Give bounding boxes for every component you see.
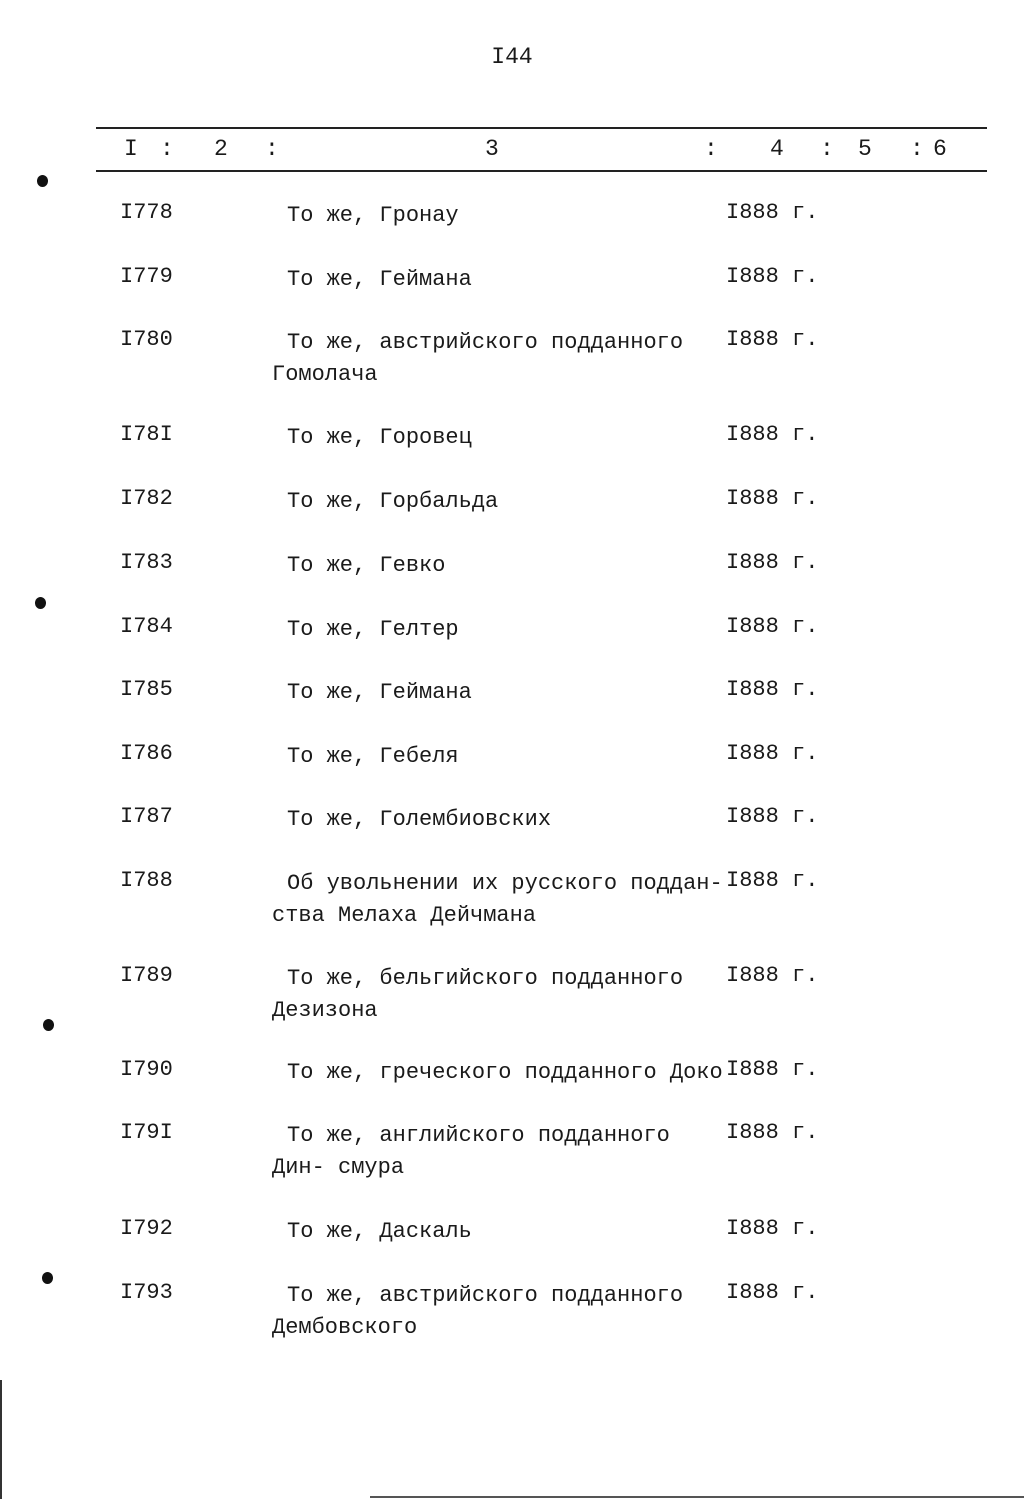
record-number: I787 xyxy=(120,804,173,829)
record-number: I789 xyxy=(120,963,173,988)
scan-edge-line xyxy=(0,1380,2,1499)
record-description: То же, Горовец xyxy=(287,425,472,450)
page-number: I44 xyxy=(491,44,533,70)
record-year: I888 г. xyxy=(726,264,819,289)
record-number: I78I xyxy=(120,422,173,447)
record-year: I888 г. xyxy=(726,1280,819,1305)
record-description: То же, Даскаль xyxy=(287,1219,472,1244)
record-description: То же, Горбальда xyxy=(287,489,499,514)
record-description: То же, английского подданного Дин- смура xyxy=(272,1123,670,1180)
record-number: I779 xyxy=(120,264,173,289)
record-year: I888 г. xyxy=(726,1120,819,1145)
record-number: I783 xyxy=(120,550,173,575)
header-separator: : xyxy=(265,136,279,162)
record-year: I888 г. xyxy=(726,741,819,766)
record-description: Об увольнении их русского поддан- ства Мелаха Дейчмана xyxy=(272,871,723,928)
header-separator: : xyxy=(820,136,834,162)
record-year: I888 г. xyxy=(726,422,819,447)
record-number: I782 xyxy=(120,486,173,511)
record-year: I888 г. xyxy=(726,868,819,893)
record-description: То же, Геймана xyxy=(287,680,472,705)
header-separator: : xyxy=(704,136,718,162)
record-description: То же, Гебеля xyxy=(287,744,459,769)
record-description: То же, Гронау xyxy=(287,203,459,228)
record-description: То же, Геймана xyxy=(287,267,472,292)
header-col-4: 4 xyxy=(770,136,784,162)
record-description: То же, Голембиовских xyxy=(287,807,552,832)
record-year: I888 г. xyxy=(726,804,819,829)
record-description: То же, австрийского подданного Дембовского xyxy=(272,1283,684,1340)
header-col-2: 2 xyxy=(214,136,228,162)
header-col-1: I xyxy=(124,136,138,162)
record-number: I788 xyxy=(120,868,173,893)
punch-hole xyxy=(37,175,48,187)
record-number: I778 xyxy=(120,200,173,225)
record-description: То же, Гелтер xyxy=(287,617,459,642)
record-year: I888 г. xyxy=(726,1057,819,1082)
record-number: I792 xyxy=(120,1216,173,1241)
record-description: То же, бельгийского подданного Дезизона xyxy=(272,966,684,1023)
header-col-5: 5 xyxy=(858,136,872,162)
record-number: I793 xyxy=(120,1280,173,1305)
record-year: I888 г. xyxy=(726,486,819,511)
record-description: То же, австрийского подданного Гомолача xyxy=(272,330,684,387)
header-bottom-rule xyxy=(96,170,987,172)
record-number: I786 xyxy=(120,741,173,766)
record-year: I888 г. xyxy=(726,614,819,639)
header-top-rule xyxy=(96,127,987,129)
record-number: I780 xyxy=(120,327,173,352)
record-year: I888 г. xyxy=(726,550,819,575)
record-number: I790 xyxy=(120,1057,173,1082)
record-description: То же, Гевко xyxy=(287,553,446,578)
punch-hole xyxy=(43,1019,54,1031)
punch-hole xyxy=(42,1272,53,1284)
record-description: То же, греческого подданного Доко xyxy=(287,1060,723,1085)
header-col-3: 3 xyxy=(485,136,499,162)
record-year: I888 г. xyxy=(726,200,819,225)
record-number: I785 xyxy=(120,677,173,702)
header-separator: : xyxy=(160,136,174,162)
header-separator: : xyxy=(910,136,924,162)
punch-hole xyxy=(35,597,46,609)
scan-bottom-line xyxy=(370,1496,1024,1498)
record-year: I888 г. xyxy=(726,963,819,988)
header-col-6: 6 xyxy=(933,136,947,162)
record-year: I888 г. xyxy=(726,1216,819,1241)
record-year: I888 г. xyxy=(726,677,819,702)
record-number: I784 xyxy=(120,614,173,639)
record-year: I888 г. xyxy=(726,327,819,352)
record-number: I79I xyxy=(120,1120,173,1145)
